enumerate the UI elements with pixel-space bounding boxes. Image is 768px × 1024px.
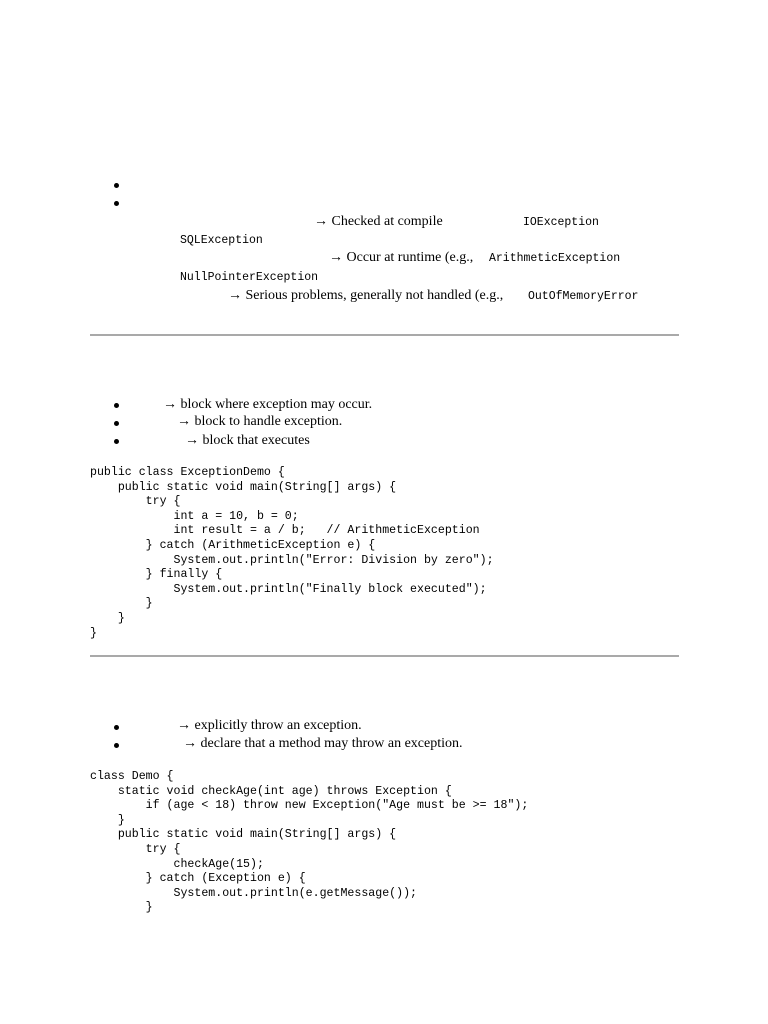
code-block-demo [90, 770, 528, 916]
checked-exception-text: → Checked at compile [314, 214, 443, 229]
code-line: } [90, 813, 125, 827]
code-line: System.out.println("Finally block executed"); [90, 582, 487, 596]
divider-2 [90, 655, 679, 657]
runtime-example-nullpointer: NullPointerException [180, 271, 319, 284]
code-line: } [90, 611, 125, 625]
code-line: int result = a / b; // ArithmeticException [90, 524, 480, 538]
throw-description: → explicitly throw an exception. [177, 718, 362, 733]
error-text: → Serious problems, generally not handled (e.g., [228, 288, 504, 303]
code-line: public static void main(String[] args) { [90, 480, 397, 494]
code-line: System.out.println("Error: Division by zero"); [90, 553, 494, 567]
code-line: } catch (Exception e) { [90, 872, 306, 886]
bullet-try [114, 403, 119, 408]
bullet-catch [114, 421, 119, 426]
code-line: } [90, 597, 153, 611]
code-line: try { [90, 495, 181, 509]
bullet-1 [114, 183, 119, 188]
bullet-throw [114, 725, 119, 730]
code-line: public static void main(String[] args) { [90, 828, 397, 842]
catch-description: → block to handle exception. [177, 414, 343, 429]
code-line: checkAge(15); [90, 857, 264, 871]
bullet-finally [114, 439, 119, 444]
finally-description: → block that executes [185, 433, 310, 448]
try-description: → block where exception may occur. [163, 397, 373, 412]
code-line: System.out.println(e.getMessage()); [90, 886, 417, 900]
code-line: int a = 10, b = 0; [90, 509, 299, 523]
code-line: if (age < 18) throw new Exception("Age must be >= 18"); [90, 799, 529, 813]
checked-example-ioexception: IOException [523, 216, 599, 229]
throws-description: → declare that a method may throw an exception. [183, 736, 463, 751]
code-line: } [90, 626, 97, 640]
code-line: try { [90, 842, 181, 856]
error-example-outofmemory: OutOfMemoryError [528, 290, 639, 303]
runtime-exception-text: → Occur at runtime (e.g., [329, 250, 474, 265]
code-line: static void checkAge(int age) throws Exception { [90, 784, 452, 798]
code-line: } catch (ArithmeticException e) { [90, 538, 376, 552]
checked-example-sqlexception: SQLException [180, 234, 263, 247]
runtime-example-arithmetic: ArithmeticException [489, 252, 621, 265]
divider-1 [90, 334, 679, 336]
code-block-exception-demo [90, 466, 494, 641]
bullet-2 [114, 201, 119, 206]
code-line: public class ExceptionDemo { [90, 466, 285, 479]
bullet-throws [114, 743, 119, 748]
code-line: } [90, 901, 153, 915]
code-line: class Demo { [90, 770, 174, 783]
code-line: } finally { [90, 568, 223, 582]
